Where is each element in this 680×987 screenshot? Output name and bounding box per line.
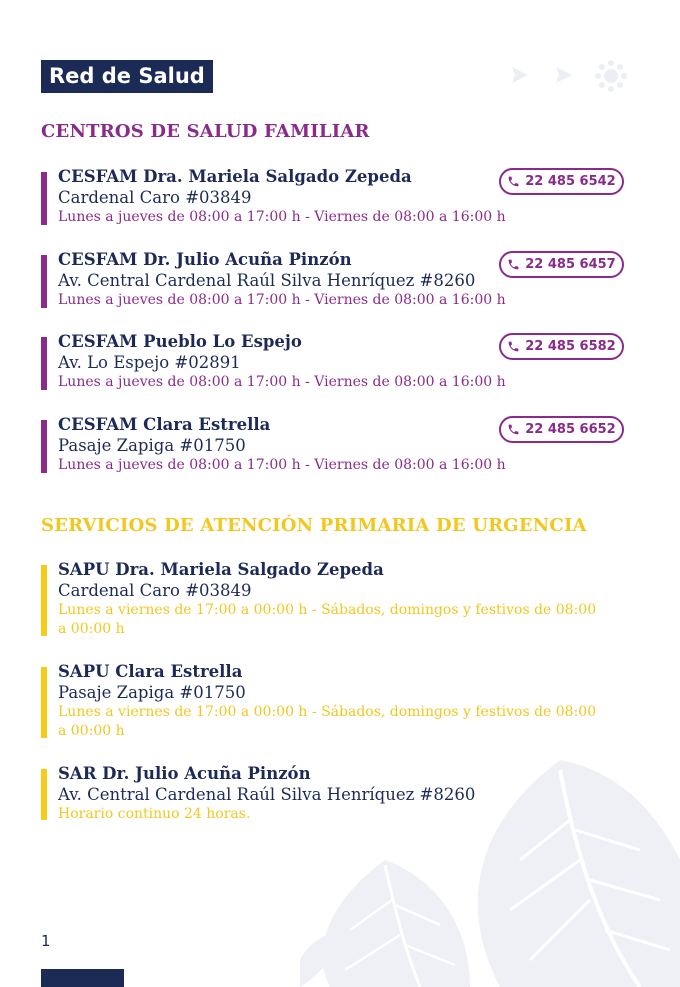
facility-address: Cardenal Caro #03849: [58, 581, 252, 600]
urgencia-section-title: SERVICIOS DE ATENCIÓN PRIMARIA DE URGENCIA: [41, 515, 587, 536]
cesfam-section-title: CENTROS DE SALUD FAMILIAR: [41, 121, 370, 142]
facility-address: Av. Central Cardenal Raúl Silva Henríquez #8260: [58, 271, 476, 290]
facility-name: CESFAM Dra. Mariela Salgado Zepeda: [58, 167, 412, 186]
facility-name: CESFAM Pueblo Lo Espejo: [58, 332, 302, 351]
facility-hours: Lunes a jueves de 08:00 a 17:00 h - Viernes de 08:00 a 16:00 h: [58, 209, 506, 225]
facility-hours: Lunes a jueves de 08:00 a 17:00 h - Viernes de 08:00 a 16:00 h: [58, 374, 506, 390]
facility-address: Av. Central Cardenal Raúl Silva Henríquez #8260: [58, 785, 476, 804]
footer-bar: [41, 969, 124, 987]
facility-hours: Lunes a jueves de 08:00 a 17:00 h - Viernes de 08:00 a 16:00 h: [58, 457, 506, 473]
accent-bar: [41, 255, 47, 308]
facility-hours: Lunes a viernes de 17:00 a 00:00 h - Sábados, domingos y festivos de 08:00 a 00:00 h: [58, 602, 597, 637]
facility-address: Cardenal Caro #03849: [58, 188, 252, 207]
page-number: 1: [41, 932, 51, 950]
phone-button[interactable]: [499, 333, 624, 360]
phone-number: 22 485 6457: [525, 257, 616, 272]
accent-bar: [41, 420, 47, 473]
phone-button[interactable]: [499, 251, 624, 278]
accent-bar: [41, 667, 47, 738]
phone-icon: [507, 423, 520, 436]
facility-address: Pasaje Zapiga #01750: [58, 683, 246, 702]
facility-name: CESFAM Dr. Julio Acuña Pinzón: [58, 250, 352, 269]
phone-number: 22 485 6652: [525, 422, 616, 437]
facility-hours: Horario continuo 24 horas.: [58, 806, 251, 822]
facility-name: SAPU Dra. Mariela Salgado Zepeda: [58, 560, 384, 579]
facility-name: SAPU Clara Estrella: [58, 662, 243, 681]
accent-bar: [41, 172, 47, 225]
snowflake-icon: [595, 60, 627, 92]
accent-bar: [41, 565, 47, 636]
facility-hours: Lunes a jueves de 08:00 a 17:00 h - Viernes de 08:00 a 16:00 h: [58, 292, 506, 308]
accent-bar: [41, 769, 47, 820]
facility-address: Pasaje Zapiga #01750: [58, 436, 246, 455]
phone-icon: [507, 340, 520, 353]
phone-icon: [507, 175, 520, 188]
facility-name: CESFAM Clara Estrella: [58, 415, 271, 434]
phone-number: 22 485 6582: [525, 339, 616, 354]
chevron-right-icon: [512, 67, 572, 83]
facility-hours: Lunes a viernes de 17:00 a 00:00 h - Sábados, domingos y festivos de 08:00 a 00:00 h: [58, 704, 597, 739]
page-title: Red de Salud: [41, 60, 213, 93]
facility-name: SAR Dr. Julio Acuña Pinzón: [58, 764, 311, 783]
phone-button[interactable]: [499, 168, 624, 195]
accent-bar: [41, 337, 47, 390]
phone-button[interactable]: [499, 416, 624, 443]
phone-number: 22 485 6542: [525, 174, 616, 189]
phone-icon: [507, 258, 520, 271]
facility-address: Av. Lo Espejo #02891: [58, 353, 241, 372]
